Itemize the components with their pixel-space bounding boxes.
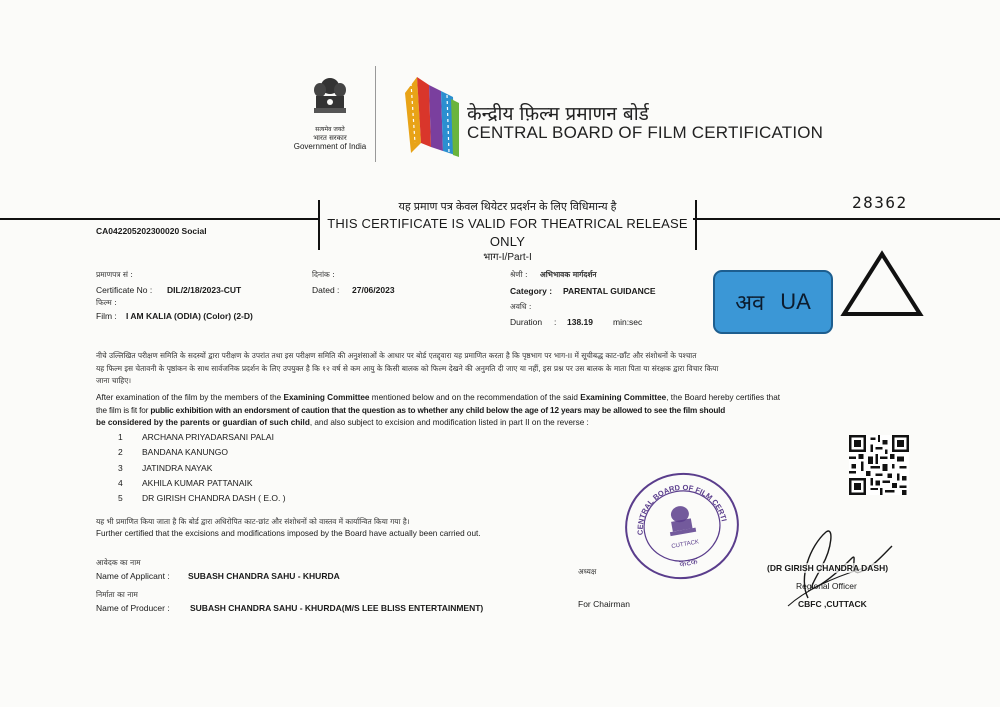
member-name: JATINDRA NAYAK <box>142 462 213 473</box>
member-number: 4 <box>118 477 123 488</box>
committee-members-list <box>118 430 286 506</box>
duration-colon: : <box>554 317 557 327</box>
signatory-title: Regional Officer <box>796 581 857 591</box>
member-name: ARCHANA PRIYADARSANI PALAI <box>142 432 274 442</box>
chairman-hindi: अध्यक्ष <box>578 567 597 576</box>
duration-label: Duration <box>510 317 543 327</box>
ashoka-emblem-icon <box>310 76 350 122</box>
right-rule <box>693 218 1000 220</box>
list-item <box>118 491 286 506</box>
hindi-line: यह फिल्म इस चेतावनी के पृष्ठांकन के साथ सार्वजनिक प्रदर्शन के लिए उपयुक्त है कि १२ वर्ष से कम आयु के किसी बालक को फिल्म देखने की अनुमति दी जाए या नहीं, इस प्रश्न पर उस बालक के माता पिता या संरक्षक द्वारा विचार किया <box>96 363 719 373</box>
rating-badge <box>713 270 833 334</box>
list-item <box>118 461 286 476</box>
part-label: भाग-I/Part-I <box>483 252 532 263</box>
cbfc-seal-stamp <box>620 468 744 584</box>
list-item <box>118 430 286 445</box>
cbfc-film-strip-logo <box>403 73 461 159</box>
further-english: Further certified that the excisions and modifications imposed by the Board have actually been carried out. <box>96 529 481 538</box>
text-run: Examining Committee <box>283 393 370 402</box>
date-label: Dated : <box>312 285 340 295</box>
producer-hindi: निर्माता का नाम <box>96 590 138 599</box>
duration-unit: min:sec <box>613 317 643 327</box>
qr-code-icon <box>849 435 909 495</box>
list-item <box>118 476 286 491</box>
category-value: PARENTAL GUIDANCE <box>563 286 656 296</box>
rating-hindi: अव <box>735 290 765 315</box>
header-divider <box>375 66 376 162</box>
cert-no-value: DIL/2/18/2023-CUT <box>167 285 242 295</box>
category-label: Category : <box>510 286 553 296</box>
cert-no-hindi: प्रमाणपत्र सं : <box>96 270 133 279</box>
hindi-line: जाना चाहिए। <box>96 376 132 385</box>
emblem-motto: सत्यमेव जयते <box>315 126 345 133</box>
date-value: 27/06/2023 <box>352 285 395 295</box>
stamp-city: CUTTACK <box>671 539 700 551</box>
date-hindi: दिनांक : <box>312 270 335 279</box>
text-run: public exhibition with an endorsment of caution that the question as to whether any child below the age of 12 years may be allowed to see the film should <box>150 405 726 415</box>
producer-value: SUBASH CHANDRA SAHU - KHURDA(M/S LEE BLISS ENTERTAINMENT) <box>190 603 484 613</box>
film-hindi: फिल्म : <box>96 298 117 307</box>
member-number: 5 <box>118 493 123 504</box>
member-name: BANDANA KANUNGO <box>142 447 228 458</box>
english-line-1 <box>96 392 911 405</box>
emblem-english: Government of India <box>293 142 367 151</box>
applicant-value: SUBASH CHANDRA SAHU - KHURDA <box>188 571 340 581</box>
english-certification-text <box>96 392 911 430</box>
stamp-outer-text: CENTRAL BOARD OF FILM CERTIFICATION <box>635 482 729 536</box>
hindi-certification-text <box>96 350 906 388</box>
text-run: be considered by the parents or guardian of such child <box>96 418 310 427</box>
validity-english: THIS CERTIFICATE IS VALID FOR THEATRICAL RELEASE ONLY <box>327 216 688 249</box>
emblem-hindi: भारत सरकार <box>313 134 347 142</box>
text-run: the film is fit for <box>96 405 151 415</box>
category-hindi-label: श्रेणी : <box>510 270 528 279</box>
stamp-city-hindi: कटक <box>678 556 699 570</box>
member-number: 1 <box>118 432 123 442</box>
rating-english: UA <box>780 289 811 314</box>
applicant-hindi: आवेदक का नाम <box>96 558 141 567</box>
film-label: Film : <box>96 311 117 321</box>
validity-banner <box>318 200 697 263</box>
member-name: DR GIRISH CHANDRA DASH ( E.O. ) <box>142 493 286 504</box>
member-name: AKHILA KUMAR PATTANAIK <box>142 477 253 488</box>
duration-hindi: अवधि : <box>510 302 532 311</box>
applicant-label: Name of Applicant : <box>96 571 170 581</box>
text-run: , the Board hereby certifies that <box>666 393 781 402</box>
certificate-serial: 28362 <box>852 193 908 212</box>
category-hindi-value: अभिभावक मार्गदर्शन <box>540 270 597 279</box>
text-run: , and also subject to excision and modification listed in part II on the reverse : <box>309 418 589 427</box>
government-emblem <box>290 76 370 166</box>
producer-label: Name of Producer : <box>96 603 170 613</box>
signatory-name: (DR GIRISH CHANDRA DASH) <box>767 563 889 573</box>
chairman-label: For Chairman <box>578 599 630 609</box>
board-name-english: CENTRAL BOARD OF FILM CERTIFICATION <box>467 123 824 142</box>
cert-no-label: Certificate No : <box>96 285 153 295</box>
warning-triangle-icon <box>840 250 924 318</box>
reference-code: CA042205202300020 Social <box>96 226 207 236</box>
text-run: mentioned below and on the recommendation of the said <box>369 393 581 402</box>
english-line-2 <box>96 405 911 418</box>
signatory-office: CBFC ,CUTTACK <box>798 599 867 609</box>
text-run: Examining Committee <box>580 393 667 402</box>
hindi-line: नीचे उल्लिखित परीक्षण समिति के सदस्यों द्वारा परीक्षण के उपरांत तथा इस परीक्षण समिति की अनुशंसाओं के आधार पर बोर्ड एतद्द्वारा यह प्रमाणित करता है कि पृष्ठभाग पर भाग-II में सूचीबद्ध काट-छाँट और संशोधनों के पश्चात <box>96 351 697 360</box>
left-rule <box>0 218 318 220</box>
member-number: 2 <box>118 447 123 458</box>
list-item <box>118 445 286 460</box>
text-run: After examination of the film by the members of the <box>96 393 284 402</box>
board-name-hindi: केन्द्रीय फ़िल्म प्रमाणन बोर्ड <box>467 103 649 125</box>
validity-hindi: यह प्रमाण पत्र केवल थियेटर प्रदर्शन के लिए विधिमान्य है <box>398 201 617 213</box>
english-line-3 <box>96 417 911 430</box>
further-hindi: यह भी प्रमाणित किया जाता है कि बोर्ड द्वारा अधिरोपित काट-छांट और संशोधनों को वास्तव में कार्यान्वित किया गया है। <box>96 517 410 526</box>
member-number: 3 <box>118 462 123 473</box>
film-value: I AM KALIA (ODIA) (Color) (2-D) <box>126 311 253 321</box>
duration-value: 138.19 <box>567 317 593 327</box>
